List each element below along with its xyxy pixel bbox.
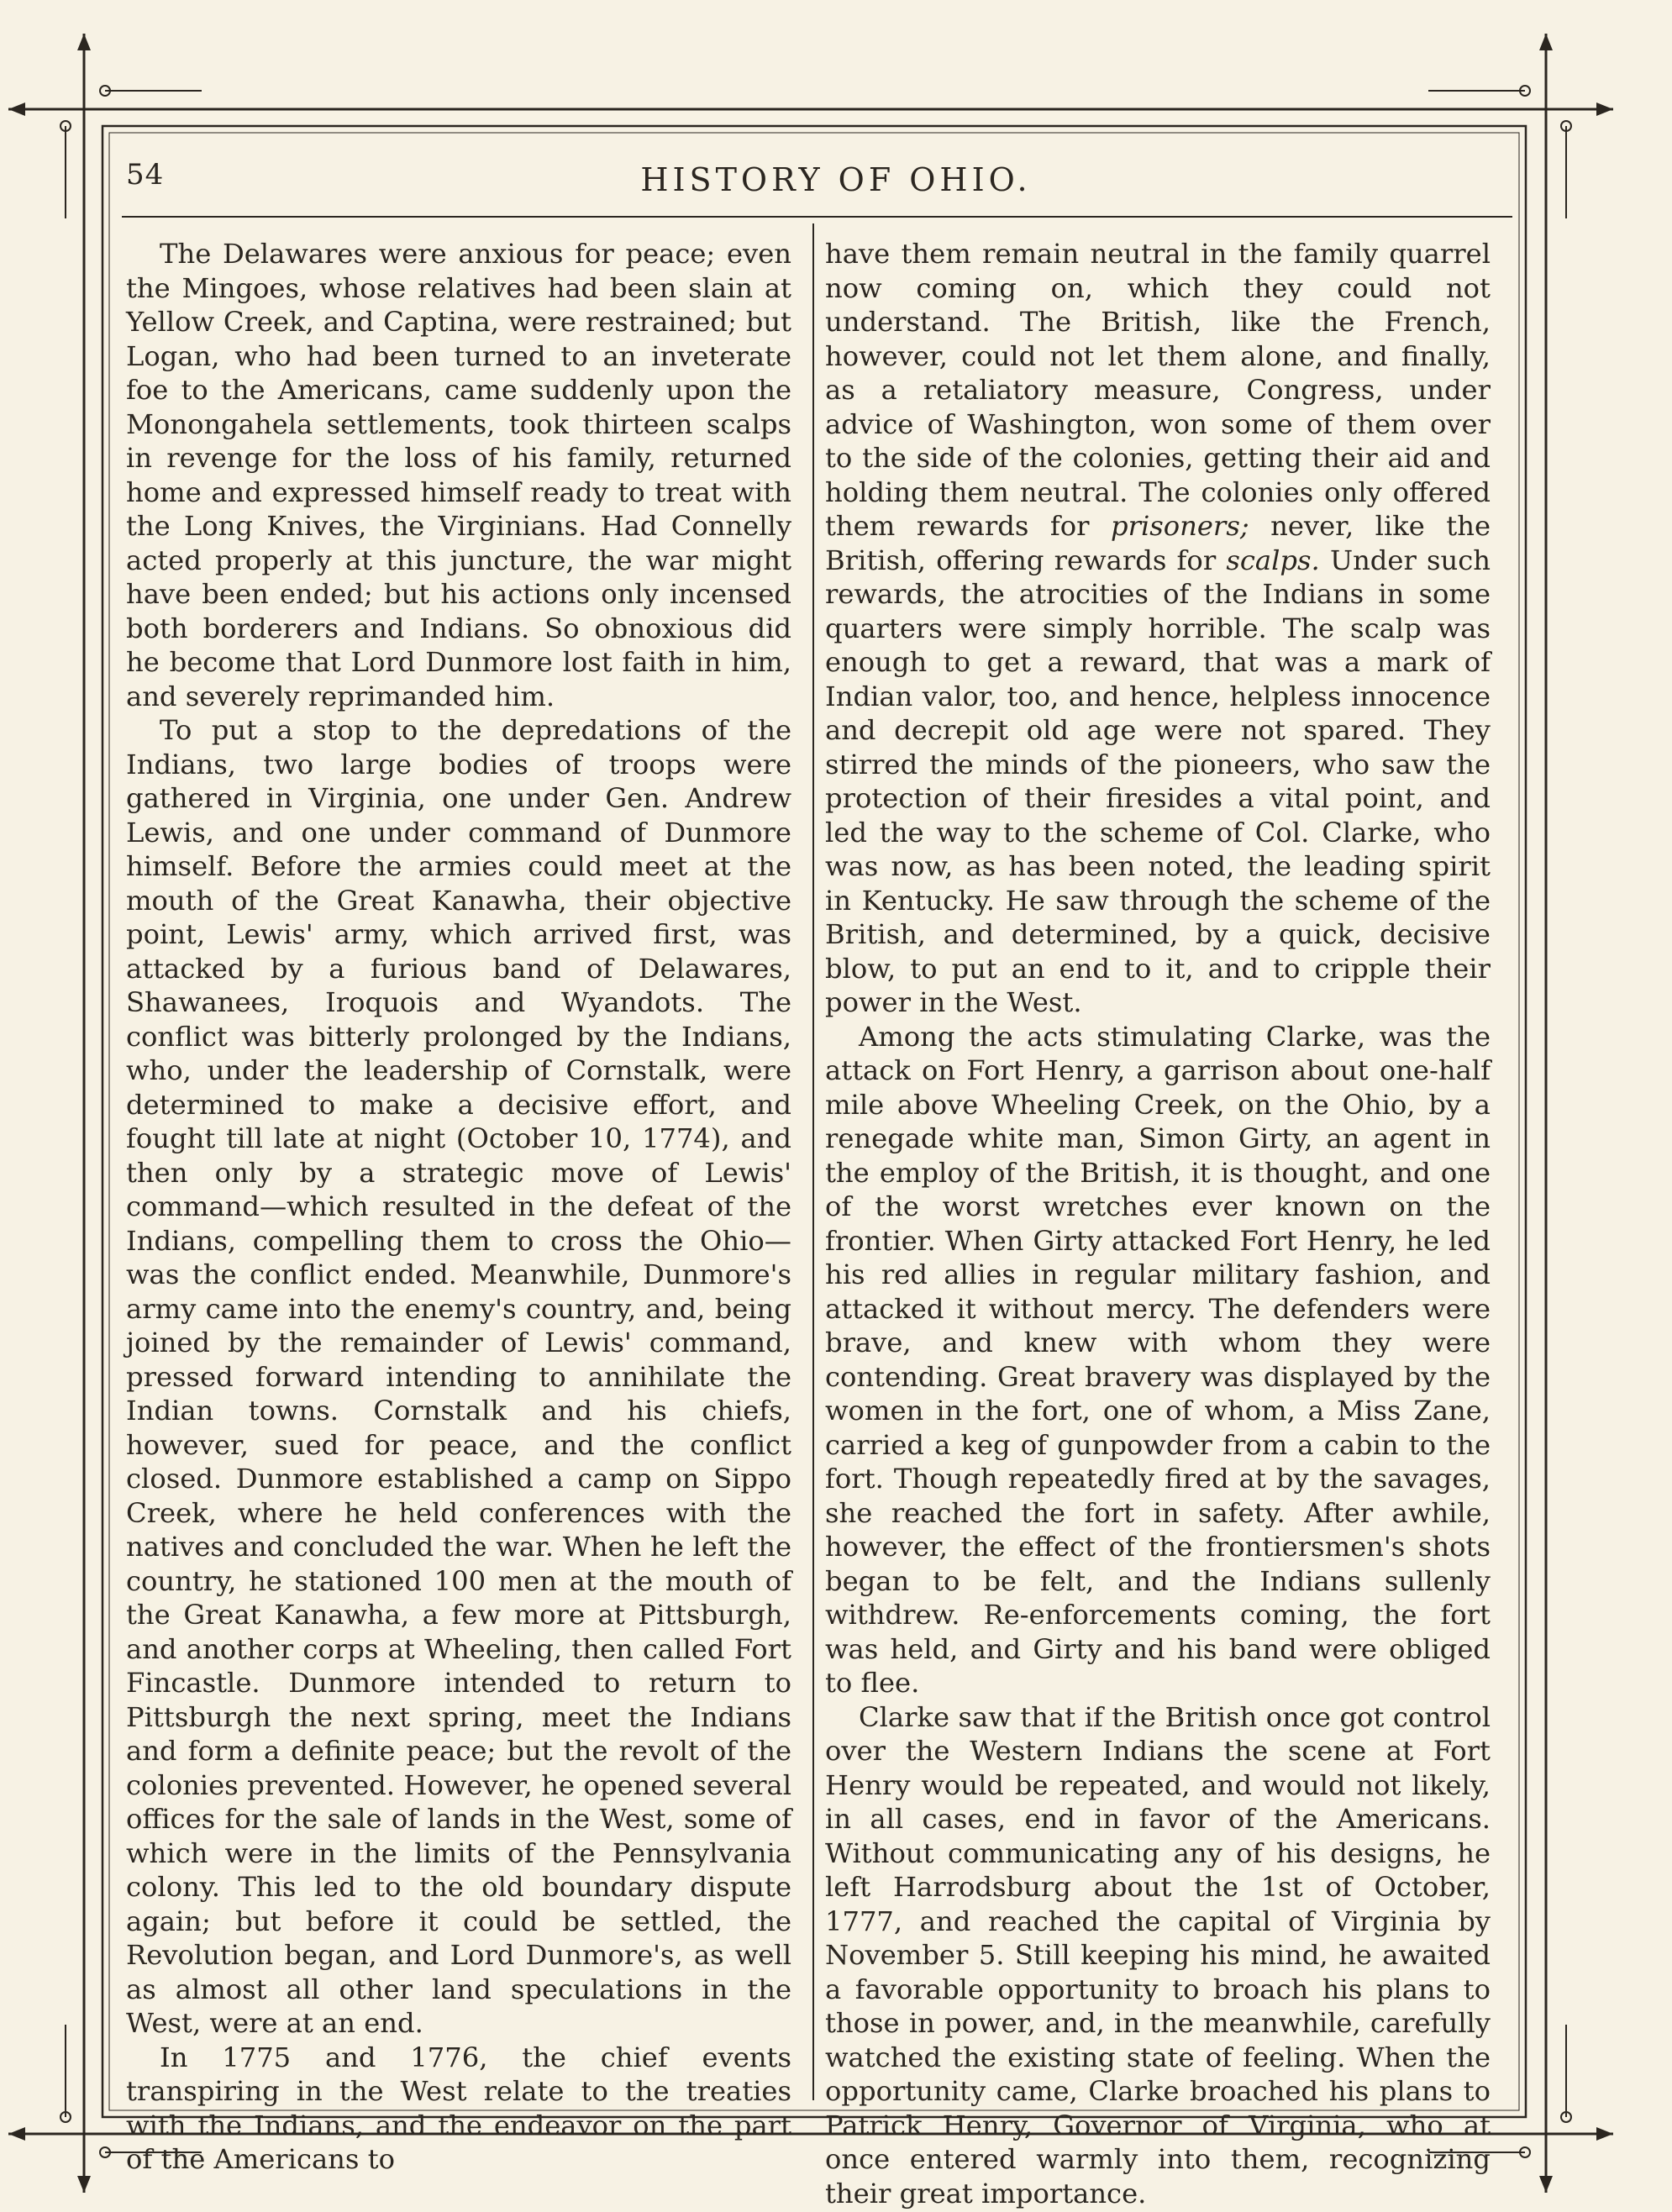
running-head: HISTORY OF OHIO. bbox=[640, 161, 1032, 198]
paragraph: The Delawares were anxious for peace; even the Mingoes, whose relatives had been slain at Yellow Creek, and Captina, were restrained; but Logan, who had been turned to an inveterate foe to the Americans, came suddenly upon the Monongahela settlements, took thirteen scalps in revenge for the loss of his family, returned home and expressed himself ready to treat with the Long Knives, the Virginians. Had Connelly acted properly at this juncture, the war might have been ended; but his actions only incensed both borderers and Indians. So obnoxious did he become that Lord Dunmore lost faith in him, and severely reprimanded him. bbox=[126, 238, 791, 712]
right-column bbox=[825, 237, 1491, 2209]
text-run: have them remain neutral in the family quarrel now coming on, which they could not understand. The British, like the French, however, could not let them alone, and finally, as a retaliatory measure, Congress, under advice of Washington, won some of them over to the side of the colonies, getting their aid and holding them neutral. The colonies only offered them rewards for bbox=[825, 238, 1491, 542]
paragraph: Clarke saw that if the British once got control over the Western Indians the scene at Fort Henry would be repeated, and would not likely, in all cases, end in favor of the Americans. Without communicating any of his designs, he left Harrodsburg about the 1st of October, 1777, and reached the capital of Virginia by November 5. Still keeping his mind, he awaited a favorable opportunity to broach his plans to those in power, and, in the meanwhile, carefully watched the existing state of feeling. When the opportunity came, Clarke broached his plans to Patrick Henry, Governor of Virginia, who at once entered warmly into them, recognizing their great importance. bbox=[825, 1700, 1491, 2209]
paragraph: To put a stop to the depredations of the Indians, two large bodies of troops were gathered in Virginia, one under Gen. Andrew Lewis, and one under command of Dunmore himself. Before the armies could meet at the mouth of the Great Kanawha, their objective point, Lewis' army, which arrived first, was attacked by a furious band of Delawares, Shawanees, Iroquois and Wyandots. The conflict was bitterly prolonged by the Indians, who, under the leadership of Cornstalk, were determined to make a decisive effort, and fought till late at night (October 10, 1774), and then only by a strategic move of Lewis' command—which resulted in the defeat of the Indians, compelling them to cross the Ohio—was the conflict ended. Meanwhile, Dunmore's army came into the enemy's country, and, being joined by the remainder of Lewis' command, pressed forward intending to annihilate the Indian towns. Cornstalk and his chiefs, however, sued for peace, and the conflict closed. Dunmore established a camp on Sippo Creek, where he held conferences with the natives and concluded the war. When he left the country, he stationed 100 men at the mouth of the Great Kanawha, a few more at Pittsburgh, and another corps at Wheeling, then called Fort Fincastle. Dunmore intended to return to Pittsburgh the next spring, meet the Indians and form a definite peace; but the revolt of the colonies prevented. However, he opened several offices for the sale of lands in the West, some of which were in the limits of the Pennsylvania colony. This led to the old boundary dispute again; but before it could be settled, the Revolution began, and Lord Dunmore's, as well as almost all other land speculations in the West, were at an end. bbox=[126, 714, 791, 2039]
italic-text: prisoners; bbox=[1110, 510, 1249, 542]
paragraph bbox=[825, 237, 1491, 1020]
text-run: Under such rewards, the atrocities of the Indians in some quarters were simply horrible. The scalp was enough to get a reward, that was a mark of Indian valor, too, and hence, helpless innocence and decrepit old age were not spared. They stirred the minds of the pioneers, who saw the protection of their firesides a vital point, and led the way to the scheme of Col. Clarke, who was now, as has been noted, the leading spirit in Kentucky. He saw through the scheme of the British, and determined, by a quick, decisive blow, to put an end to it, and to cripple their power in the West. bbox=[825, 544, 1491, 1018]
page-number: 54 bbox=[126, 158, 165, 192]
italic-text: scalps. bbox=[1226, 544, 1320, 576]
left-column bbox=[126, 237, 791, 2175]
text-run: never, like the British, offering rewards for bbox=[825, 510, 1491, 576]
paragraph: Among the acts stimulating Clarke, was the attack on Fort Henry, a garrison about one-half mile above Wheeling Creek, on the Ohio, by a renegade white man, Simon Girty, an agent in the employ of the British, it is thought, and one of the worst wretches ever known on the frontier. When Girty attacked Fort Henry, he led his red allies in regular military fashion, and attacked it without mercy. The defenders were brave, and knew with whom they were contending. Great bravery was displayed by the women in the fort, one of whom, a Miss Zane, carried a keg of gunpowder from a cabin to the fort. Though repeatedly fired at by the savages, she reached the fort in safety. After awhile, however, the effect of the frontiersmen's shots began to be felt, and the Indians sullenly withdrew. Re-enforcements coming, the fort was held, and Girty and his band were obliged to flee. bbox=[825, 1020, 1491, 1699]
paragraph: In 1775 and 1776, the chief events transpiring in the West relate to the treaties with the Indians, and the endeavor on the part of the Americans to bbox=[126, 2041, 791, 2175]
